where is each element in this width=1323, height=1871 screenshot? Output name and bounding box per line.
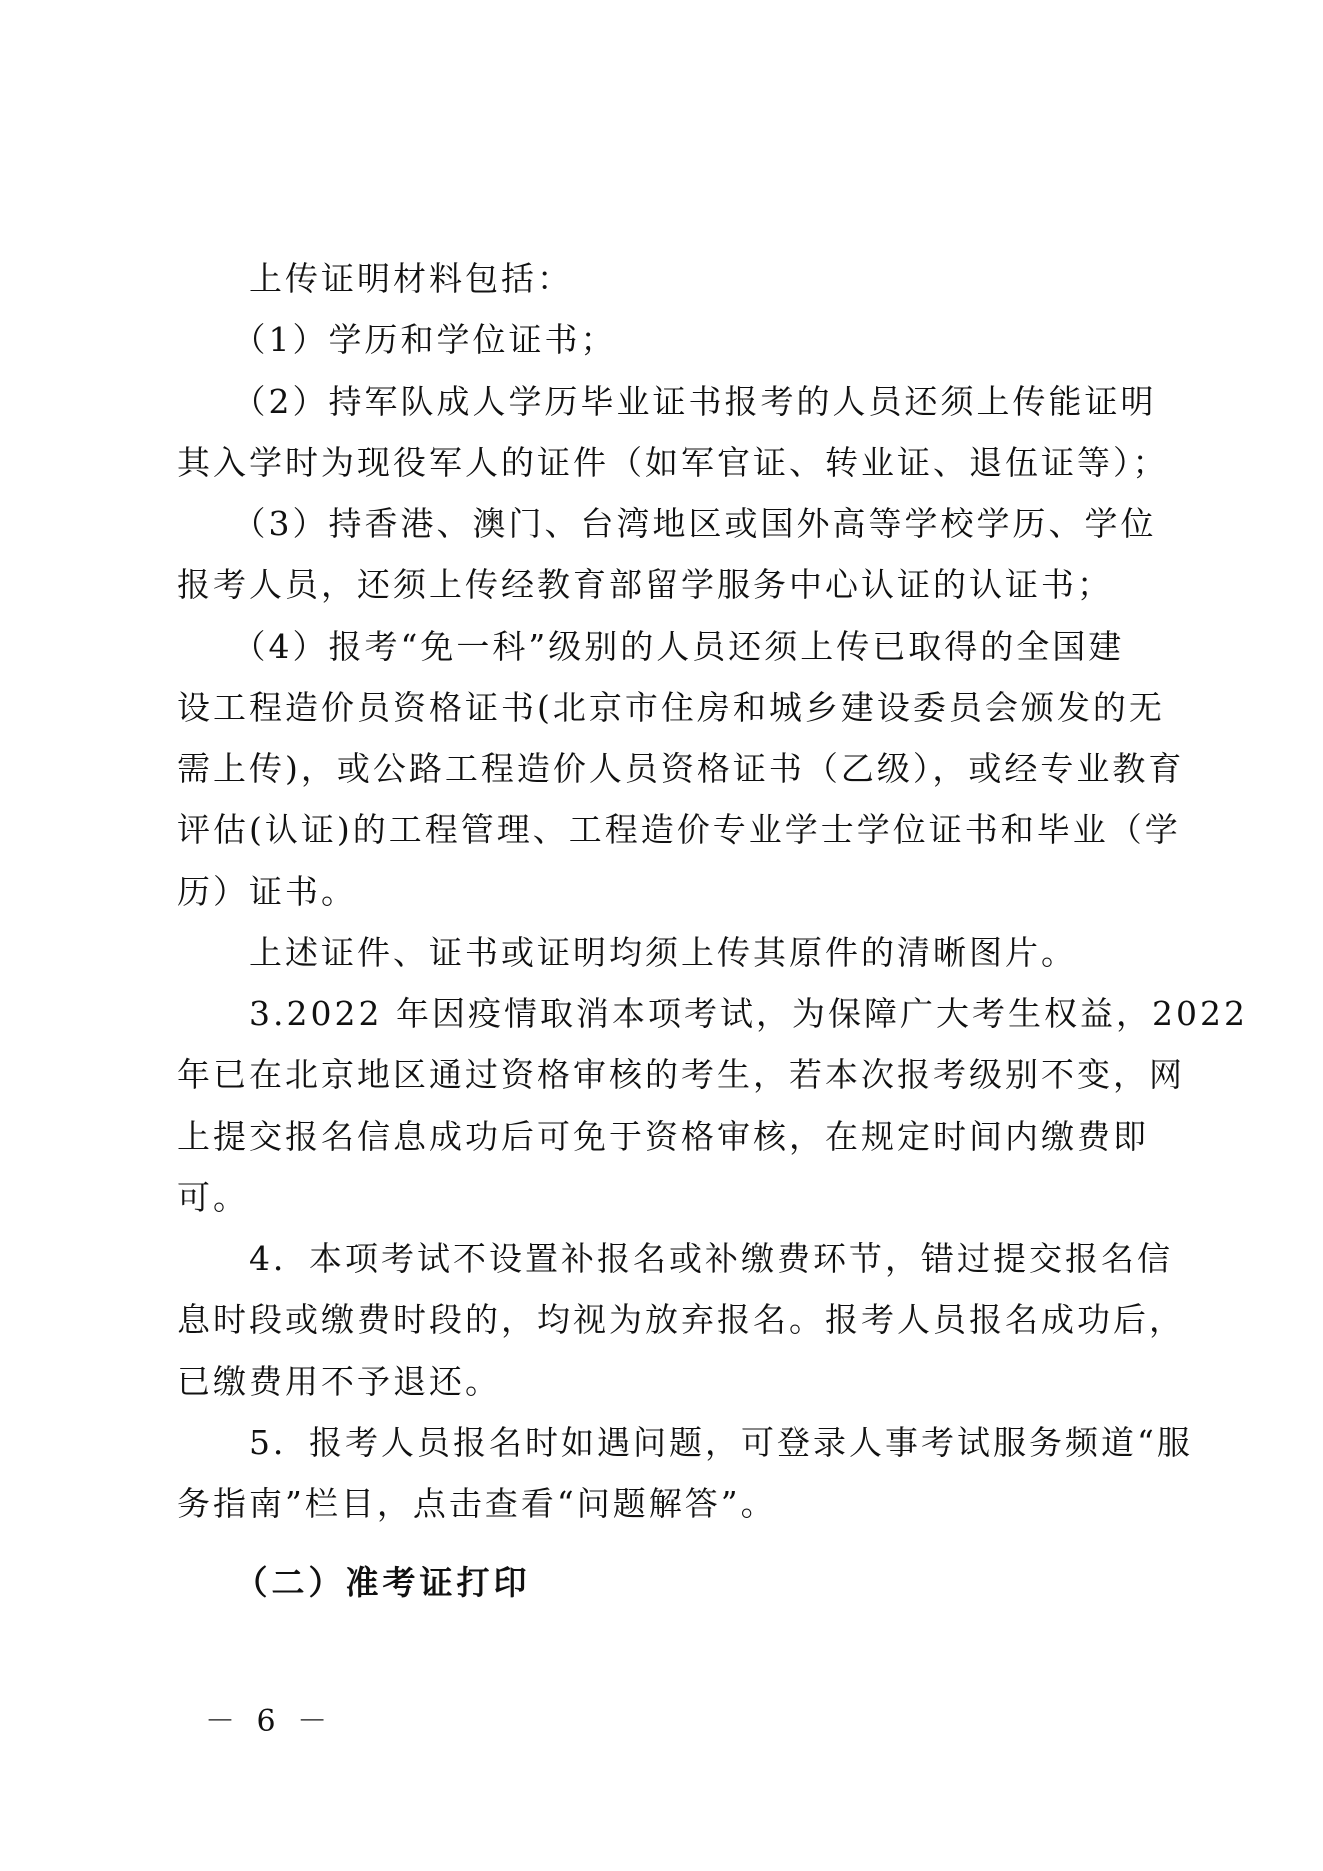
paragraph-line: 可。 [177,1178,249,1217]
paragraph-line: 设工程造价员资格证书(北京市住房和城乡建设委员会颁发的无 [177,688,1165,727]
paragraph-line: 需上传)，或公路工程造价人员资格证书（乙级），或经专业教育 [177,749,1185,788]
paragraph-line: （1）学历和学位证书； [177,320,617,359]
section-heading: （二）准考证打印 [177,1563,531,1602]
paragraph-line: 历）证书。 [177,872,357,911]
paragraph-line: （4）报考“免一科”级别的人员还须上传已取得的全国建 [177,627,1125,666]
paragraph-line: 5．报考人员报名时如遇问题，可登录人事考试服务频道“服 [177,1423,1193,1462]
paragraph-line: （2）持军队成人学历毕业证书报考的人员还须上传能证明 [177,382,1157,421]
paragraph-line: 3.2022 年因疫情取消本项考试，为保障广大考生权益，2022 [177,994,1248,1033]
paragraph-line: 上传证明材料包括： [177,259,573,298]
paragraph-line: 年已在北京地区通过资格审核的考生，若本次报考级别不变，网 [177,1055,1185,1094]
paragraph-line: 息时段或缴费时段的，均视为放弃报名。报考人员报名成功后， [177,1300,1185,1339]
paragraph-line: 上述证件、证书或证明均须上传其原件的清晰图片。 [177,933,1077,972]
paragraph-line: 4．本项考试不设置补报名或补缴费环节，错过提交报名信 [177,1239,1173,1278]
paragraph-line: 务指南”栏目，点击查看“问题解答”。 [177,1484,777,1523]
paragraph-line: （3）持香港、澳门、台湾地区或国外高等学校学历、学位 [177,504,1157,543]
paragraph-line: 已缴费用不予退还。 [177,1362,501,1401]
paragraph-line: 其入学时为现役军人的证件（如军官证、转业证、退伍证等）； [177,443,1169,482]
paragraph-line: 评估(认证)的工程管理、工程造价专业学士学位证书和毕业（学 [177,810,1181,849]
paragraph-line: 上提交报名信息成功后可免于资格审核，在规定时间内缴费即 [177,1117,1149,1156]
paragraph-line: 报考人员，还须上传经教育部留学服务中心认证的认证书； [177,565,1113,604]
page-number: － 6 － [205,1704,334,1739]
